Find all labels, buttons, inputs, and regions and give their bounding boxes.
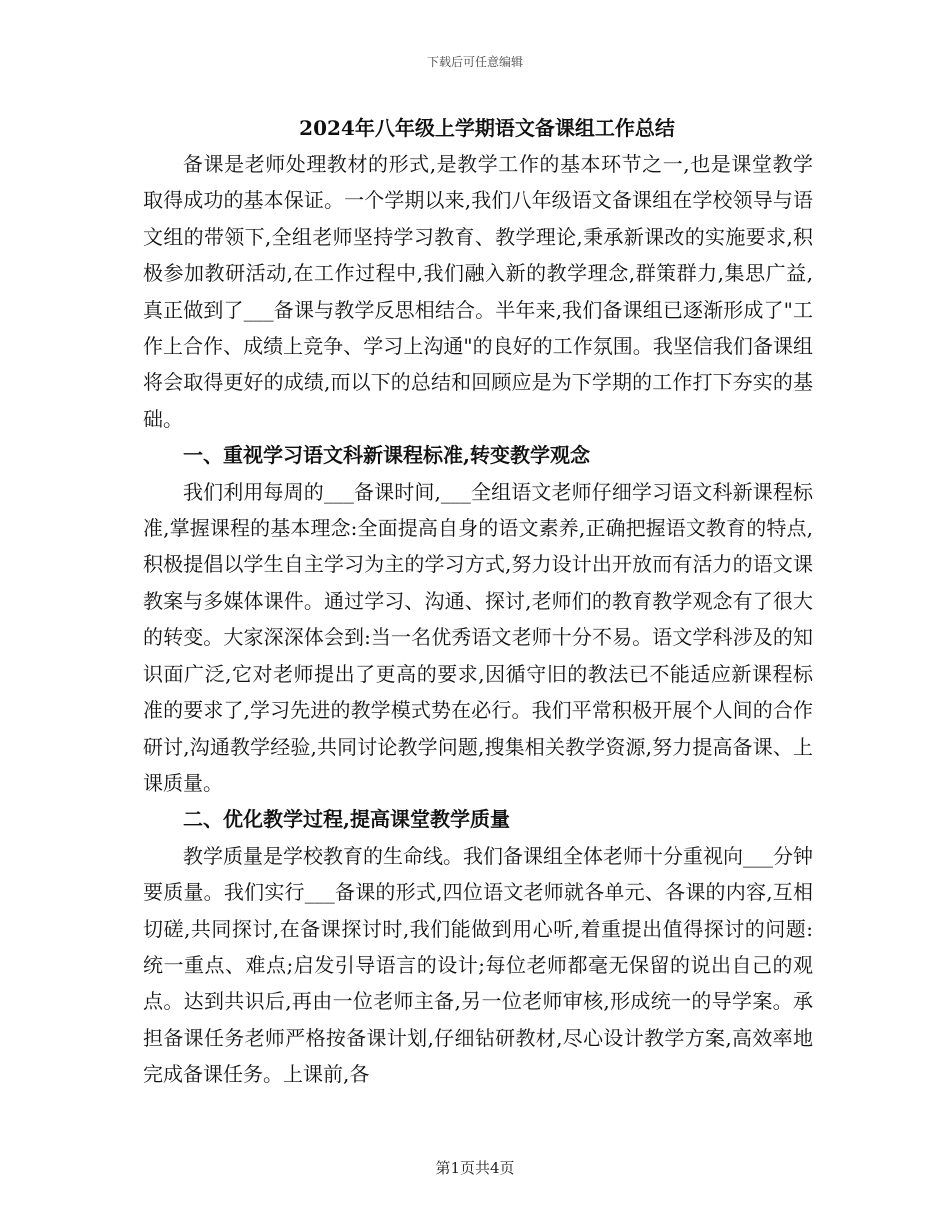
section-1-paragraph: 我们利用每周的___备课时间,___全组语文老师仔细学习语文科新课程标准,掌握课程的基本理念:全面提高自身的语文素养,正确把握语文教育的特点,积极提倡以学生自主学习为主的学习方式,努力设计出开放而有活力的语文课教案与多媒体课件。通过学习、沟通、探讨,老师们的教育教学观念有了很大的转变。大家深深体会到:当一名优秀语文老师十分不易。语文学科涉及的知识面广泛,它对老师提出了更高的要求,因循守旧的教法已不能适应新课程标准的要求了,学习先进的教学模式势在必行。我们平常积极开展个人间的合作研讨,沟通教学经验,共同讨论教学问题,搜集相关教学资源,努力提高备课、上课质量。 — [143, 479, 813, 795]
section-2-paragraph: 教学质量是学校教育的生命线。我们备课组全体老师十分重视向___分钟要质量。我们实行___备课的形式,四位语文老师就各单元、各课的内容,互相切磋,共同探讨,在备课探讨时,我们能做到用心听,着重提出值得探讨的问题:统一重点、难点;启发引导语言的设计;每位老师都毫无保留的说出自己的观点。达到共识后,再由一位老师主备,另一位老师审核,形成统一的导学案。承担备课任务老师严格按备课计划,仔细钻研教材,尽心设计教学方案,高效率地完成备课任务。上课前,各 — [143, 843, 813, 1087]
document-body — [143, 110, 813, 1093]
section-1-heading: 一、重视学习语文科新课程标准,转变教学观念 — [183, 443, 590, 468]
section-2-heading: 二、优化教学过程,提高课堂教学质量 — [183, 807, 510, 832]
document-title: 2024年八年级上学期语文备课组工作总结 — [299, 116, 675, 140]
intro-paragraph: 备课是老师处理教材的形式,是教学工作的基本环节之一,也是课堂教学取得成功的基本保证。一个学期以来,我们八年级语文备课组在学校领导与语文组的带领下,全组老师坚持学习教育、教学理论,秉承新课改的实施要求,积极参加教研活动,在工作过程中,我们融入新的教学理念,群策群力,集思广益,真正做到了___备课与教学反思相结合。半年来,我们备课组已逐渐形成了"工作上合作、成绩上竞争、学习上沟通"的良好的工作氛围。我坚信我们备课组将会取得更好的成绩,而以下的总结和回顾应是为下学期的工作打下夯实的基础。 — [143, 152, 813, 431]
page-header-note: 下载后可任意编辑 — [426, 55, 523, 69]
page-footer-number: 第1页共4页 — [435, 1159, 515, 1177]
